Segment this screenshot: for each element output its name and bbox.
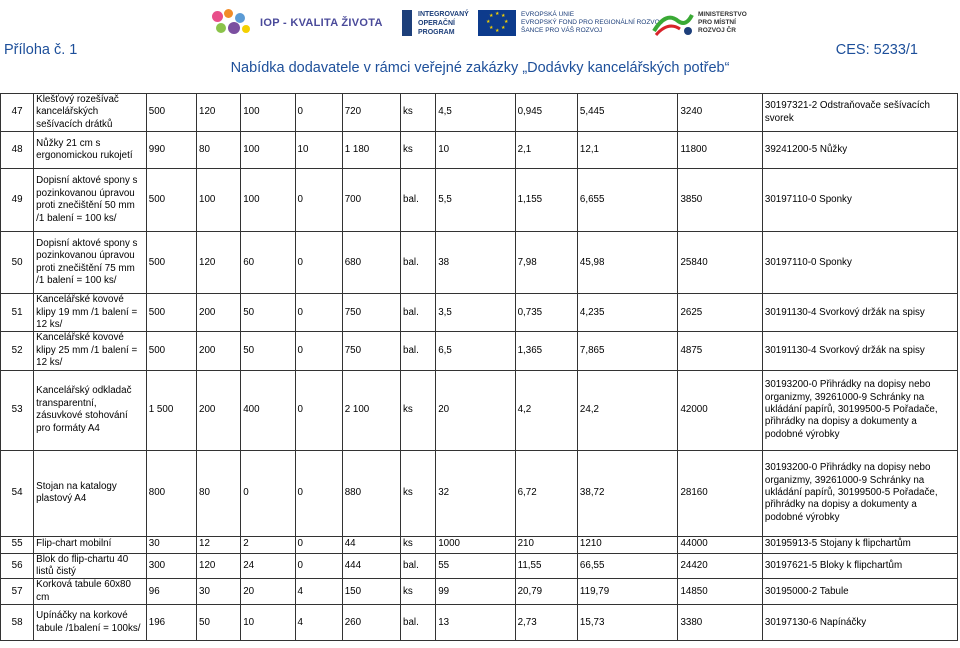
cell-value-2: 30	[197, 579, 241, 605]
cell-cpv-category: 30191130-4 Svorkový držák na spisy	[762, 332, 957, 370]
item-name: Kancelářské kovové klipy 25 mm /1 balení = 12 ks/	[34, 332, 147, 370]
cell-unit: bal.	[401, 553, 436, 579]
cell-vat: 20,79	[515, 579, 577, 605]
item-name: Dopisní aktové spony s pozinkovanou úpravou proti znečištění 75 mm /1 balení = 100 ks/	[34, 232, 147, 294]
cell-value-2: 200	[197, 332, 241, 370]
op-logo	[402, 6, 469, 40]
table-row	[1, 169, 958, 232]
cell-total-qty: 680	[342, 232, 400, 294]
cell-total-price: 3240	[678, 94, 762, 132]
eu-logo	[478, 6, 663, 40]
item-name: Nůžky 21 cm s ergonomickou rukojetí	[34, 132, 147, 169]
iop-logo	[210, 6, 383, 40]
cell-cpv-category: 30197321-2 Odstraňovače sešívacích svorek	[762, 94, 957, 132]
op-emblem-icon	[402, 10, 412, 36]
ces-reference: CES: 5233/1	[835, 42, 918, 58]
item-name: Stojan na katalogy plastový A4	[34, 450, 147, 536]
table-row	[1, 232, 958, 294]
cell-vat: 11,55	[515, 553, 577, 579]
cell-unit-price: 4,5	[436, 94, 515, 132]
cell-unit-price: 55	[436, 553, 515, 579]
cell-value-2: 100	[197, 169, 241, 232]
cell-value-1: 500	[146, 332, 196, 370]
cell-value-4: 0	[295, 553, 342, 579]
cell-vat: 6,72	[515, 450, 577, 536]
eu-logo-text: EVROPSKÁ UNIE EVROPSKÝ FOND PRO REGIONÁLNÍ ROZVOJ ŠANCE PRO VÁŠ ROZVOJ	[521, 11, 663, 34]
iop-emblem-icon	[210, 8, 256, 38]
cell-total-price: 14850	[678, 579, 762, 605]
table-row	[1, 536, 958, 553]
item-name: Dopisní aktové spony s pozinkovanou úpravou proti znečištění 50 mm /1 balení = 100 ks/	[34, 169, 147, 232]
logo-bar	[210, 6, 770, 40]
cell-price-with-vat: 1210	[577, 536, 678, 553]
cell-price-with-vat: 15,73	[577, 605, 678, 641]
cell-value-3: 50	[241, 332, 295, 370]
cell-unit-price: 1000	[436, 536, 515, 553]
cell-total-price: 28160	[678, 450, 762, 536]
cell-price-with-vat: 4,235	[577, 294, 678, 332]
cell-total-qty: 880	[342, 450, 400, 536]
cell-price-with-vat: 5,445	[577, 94, 678, 132]
eu-flag-icon: ★ ★ ★ ★ ★ ★ ★ ★	[478, 10, 516, 36]
cell-unit: bal.	[401, 169, 436, 232]
cell-unit: ks	[401, 536, 436, 553]
row-number: 58	[1, 605, 34, 641]
cell-value-1: 96	[146, 579, 196, 605]
cell-value-3: 100	[241, 94, 295, 132]
cell-unit-price: 99	[436, 579, 515, 605]
cell-unit: ks	[401, 450, 436, 536]
cell-value-1: 500	[146, 232, 196, 294]
row-number: 51	[1, 294, 34, 332]
cell-vat: 1,365	[515, 332, 577, 370]
cell-total-qty: 1 180	[342, 132, 400, 169]
cell-total-price: 25840	[678, 232, 762, 294]
cell-total-qty: 44	[342, 536, 400, 553]
cell-vat: 0,945	[515, 94, 577, 132]
item-name: Flip-chart mobilní	[34, 536, 147, 553]
cell-total-price: 2625	[678, 294, 762, 332]
mmr-emblem-icon	[652, 9, 694, 37]
cell-total-qty: 700	[342, 169, 400, 232]
cell-value-4: 0	[295, 370, 342, 450]
cell-cpv-category: 30197110-0 Sponky	[762, 169, 957, 232]
cell-value-1: 990	[146, 132, 196, 169]
cell-unit: ks	[401, 370, 436, 450]
cell-total-qty: 720	[342, 94, 400, 132]
cell-total-price: 11800	[678, 132, 762, 169]
item-name: Kancelářský odkladač transparentní, zásuvkové stohování pro formáty A4	[34, 370, 147, 450]
cell-value-3: 100	[241, 132, 295, 169]
table-row	[1, 294, 958, 332]
cell-value-1: 500	[146, 169, 196, 232]
cell-unit-price: 5,5	[436, 169, 515, 232]
cell-value-4: 4	[295, 579, 342, 605]
cell-total-qty: 150	[342, 579, 400, 605]
cell-unit-price: 38	[436, 232, 515, 294]
cell-value-4: 0	[295, 536, 342, 553]
cell-total-qty: 444	[342, 553, 400, 579]
item-name: Klešťový rozešívač kancelářských sešívacích drátků	[34, 94, 147, 132]
cell-total-qty: 750	[342, 332, 400, 370]
cell-value-4: 0	[295, 94, 342, 132]
cell-price-with-vat: 7,865	[577, 332, 678, 370]
cell-unit-price: 20	[436, 370, 515, 450]
cell-total-price: 3380	[678, 605, 762, 641]
mmr-logo	[652, 6, 747, 40]
table-row	[1, 553, 958, 579]
table-row	[1, 605, 958, 641]
cell-value-3: 400	[241, 370, 295, 450]
cell-vat: 0,735	[515, 294, 577, 332]
cell-price-with-vat: 24,2	[577, 370, 678, 450]
cell-unit-price: 3,5	[436, 294, 515, 332]
cell-cpv-category: 30195000-2 Tabule	[762, 579, 957, 605]
cell-unit: bal.	[401, 294, 436, 332]
cell-value-3: 20	[241, 579, 295, 605]
cell-price-with-vat: 66,55	[577, 553, 678, 579]
row-number: 53	[1, 370, 34, 450]
row-number: 49	[1, 169, 34, 232]
cell-price-with-vat: 12,1	[577, 132, 678, 169]
row-number: 55	[1, 536, 34, 553]
item-name: Korková tabule 60x80 cm	[34, 579, 147, 605]
cell-value-3: 0	[241, 450, 295, 536]
cell-vat: 7,98	[515, 232, 577, 294]
cell-price-with-vat: 45,98	[577, 232, 678, 294]
mmr-logo-text: MINISTERSTVO PRO MÍSTNÍ ROZVOJ ČR	[698, 11, 747, 34]
cell-vat: 2,73	[515, 605, 577, 641]
cell-unit: ks	[401, 132, 436, 169]
cell-unit-price: 13	[436, 605, 515, 641]
cell-value-2: 80	[197, 132, 241, 169]
row-number: 50	[1, 232, 34, 294]
page-title: Nabídka dodavatele v rámci veřejné zakázky „Dodávky kancelářských potřeb“	[230, 60, 730, 76]
cell-vat: 4,2	[515, 370, 577, 450]
attachment-label: Příloha č. 1	[4, 42, 78, 58]
cell-vat: 1,155	[515, 169, 577, 232]
item-name: Blok do flip-chartu 40 listů čistý	[34, 553, 147, 579]
cell-price-with-vat: 6,655	[577, 169, 678, 232]
cell-cpv-category: 30193200-0 Přihrádky na dopisy nebo organizmy, 39261000-9 Schránky na ukládání papírů, 30199500-5 Pořadače, přihrádky na dopisy a dokumenty a podobné výrobky	[762, 370, 957, 450]
row-number: 56	[1, 553, 34, 579]
cell-unit-price: 10	[436, 132, 515, 169]
table-row	[1, 370, 958, 450]
cell-value-4: 0	[295, 294, 342, 332]
row-number: 52	[1, 332, 34, 370]
table-row	[1, 132, 958, 169]
cell-value-4: 0	[295, 232, 342, 294]
table-row	[1, 450, 958, 536]
cell-total-price: 44000	[678, 536, 762, 553]
cell-cpv-category: 39241200-5 Nůžky	[762, 132, 957, 169]
cell-value-4: 0	[295, 169, 342, 232]
cell-value-2: 120	[197, 232, 241, 294]
cell-value-1: 500	[146, 294, 196, 332]
cell-unit: bal.	[401, 332, 436, 370]
cell-vat: 2,1	[515, 132, 577, 169]
cell-unit: bal.	[401, 232, 436, 294]
cell-value-2: 120	[197, 94, 241, 132]
cell-value-3: 10	[241, 605, 295, 641]
cell-value-2: 120	[197, 553, 241, 579]
cell-value-3: 50	[241, 294, 295, 332]
cell-value-1: 196	[146, 605, 196, 641]
cell-cpv-category: 30193200-0 Přihrádky na dopisy nebo organizmy, 39261000-9 Schránky na ukládání papírů, 30199500-5 Pořadače, přihrádky na dopisy a dokumenty a podobné výrobky	[762, 450, 957, 536]
cell-value-2: 50	[197, 605, 241, 641]
cell-value-3: 2	[241, 536, 295, 553]
op-logo-text: INTEGROVANÝ OPERAČNÍ PROGRAM	[418, 10, 469, 36]
cell-cpv-category: 30197621-5 Bloky k flipchartům	[762, 553, 957, 579]
cell-value-3: 24	[241, 553, 295, 579]
offer-table	[0, 93, 958, 641]
cell-value-2: 80	[197, 450, 241, 536]
row-number: 48	[1, 132, 34, 169]
cell-total-qty: 750	[342, 294, 400, 332]
cell-value-1: 1 500	[146, 370, 196, 450]
row-number: 57	[1, 579, 34, 605]
cell-value-1: 800	[146, 450, 196, 536]
cell-price-with-vat: 38,72	[577, 450, 678, 536]
cell-value-4: 0	[295, 332, 342, 370]
cell-unit-price: 6,5	[436, 332, 515, 370]
cell-unit: ks	[401, 94, 436, 132]
cell-vat: 210	[515, 536, 577, 553]
cell-value-2: 200	[197, 294, 241, 332]
table-row	[1, 332, 958, 370]
cell-unit: bal.	[401, 605, 436, 641]
cell-value-1: 500	[146, 94, 196, 132]
item-name: Kancelářské kovové klipy 19 mm /1 balení = 12 ks/	[34, 294, 147, 332]
table-row	[1, 579, 958, 605]
cell-unit-price: 32	[436, 450, 515, 536]
cell-value-4: 0	[295, 450, 342, 536]
cell-value-1: 30	[146, 536, 196, 553]
cell-total-price: 3850	[678, 169, 762, 232]
cell-cpv-category: 30191130-4 Svorkový držák na spisy	[762, 294, 957, 332]
cell-total-qty: 2 100	[342, 370, 400, 450]
cell-total-price: 42000	[678, 370, 762, 450]
cell-total-price: 4875	[678, 332, 762, 370]
cell-value-4: 10	[295, 132, 342, 169]
cell-price-with-vat: 119,79	[577, 579, 678, 605]
cell-cpv-category: 30195913-5 Stojany k flipchartům	[762, 536, 957, 553]
cell-value-1: 300	[146, 553, 196, 579]
cell-cpv-category: 30197130-6 Napínáčky	[762, 605, 957, 641]
cell-value-3: 60	[241, 232, 295, 294]
table-row	[1, 94, 958, 132]
cell-value-2: 200	[197, 370, 241, 450]
iop-logo-text: IOP - KVALITA ŽIVOTA	[260, 17, 383, 29]
cell-value-4: 4	[295, 605, 342, 641]
row-number: 47	[1, 94, 34, 132]
row-number: 54	[1, 450, 34, 536]
cell-total-price: 24420	[678, 553, 762, 579]
item-name: Upínáčky na korkové tabule /1balení = 100ks/	[34, 605, 147, 641]
cell-value-2: 12	[197, 536, 241, 553]
cell-value-3: 100	[241, 169, 295, 232]
cell-total-qty: 260	[342, 605, 400, 641]
cell-unit: ks	[401, 579, 436, 605]
cell-cpv-category: 30197110-0 Sponky	[762, 232, 957, 294]
